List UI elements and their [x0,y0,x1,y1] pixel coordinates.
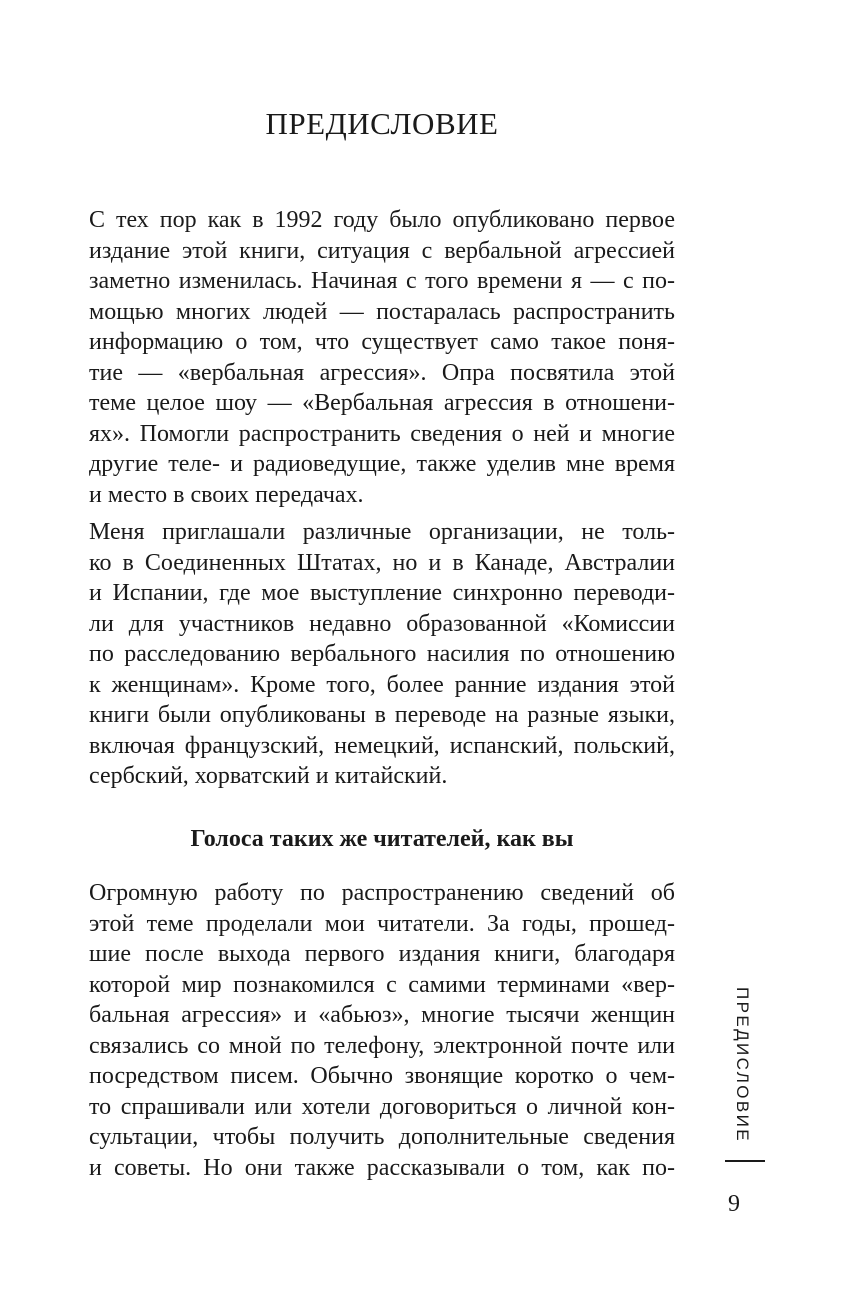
text-line: книги были опубликованы в переводе на разные языки, [89,702,675,728]
text-line: к женщинам». Кроме того, более ранние издания этой [89,671,675,698]
paragraph-3 [89,878,675,1183]
page-title: ПРЕДИСЛОВИЕ [265,106,499,141]
text-line: бальная агрессия» и «абьюз», многие тысячи женщин [89,1002,675,1028]
text-line: информацию о том, что существует само такое поня- [89,329,675,355]
text-line: которой мир познакомился с самими терминами «вер- [89,971,675,998]
text-line: заметно изменилась. Начиная с того времени я — с по- [89,268,675,294]
text-line: и место в своих передачах. [89,481,364,508]
paragraph-1 [89,205,675,510]
text-line: связались со мной по телефону, электронной почте или [89,1032,675,1059]
text-line: этой теме проделали мои читатели. За годы, прошед- [89,910,675,937]
text-line: тие — «вербальная агрессия». Опра посвятила этой [89,359,675,386]
text-line: сультации, чтобы получить дополнительные сведения [89,1124,675,1150]
text-line: Огромную работу по распространению сведений об [89,880,675,906]
text-line: Меня приглашали различные организации, не толь- [89,519,675,545]
text-line: другие теле- и радиоведущие, также уделив мне время [89,451,675,477]
paragraph-2 [89,517,675,792]
text-line: С тех пор как в 1992 году было опубликовано первое [89,207,675,233]
text-line: теме целое шоу — «Вербальная агрессия в отношени- [89,390,675,416]
text-line: шие после выхода первого издания книги, благодаря [89,941,675,967]
text-line: мощью многих людей — постаралась распространить [89,298,675,325]
page-number: 9 [728,1191,740,1217]
text-line: ко в Соединенных Штатах, но и в Канаде, Австралии [89,549,675,576]
text-line: включая французский, немецкий, испанский, польский, [89,732,675,759]
text-line: сербский, хорватский и китайский. [89,763,448,789]
text-line: ях». Помогли распространить сведения о ней и многие [89,420,675,447]
text-line: то спрашивали или хотели договориться о личной кон- [89,1093,675,1120]
section-heading: Голоса таких же читателей, как вы [190,826,574,852]
text-line: издание этой книги, ситуация с вербальной агрессией [89,237,675,264]
running-head: ПРЕДИСЛОВИЕ [733,987,752,1144]
text-line: ли для участников недавно образованной «Комиссии [89,610,675,637]
text-line: посредством писем. Обычно звонящие коротко о чем- [89,1063,675,1089]
folio-rule [725,1160,765,1162]
text-line: по расследованию вербального насилия по отношению [89,641,675,667]
text-line: и Испании, где мое выступление синхронно переводи- [89,580,675,606]
text-line: и советы. Но они также рассказывали о том, как по- [89,1154,675,1181]
